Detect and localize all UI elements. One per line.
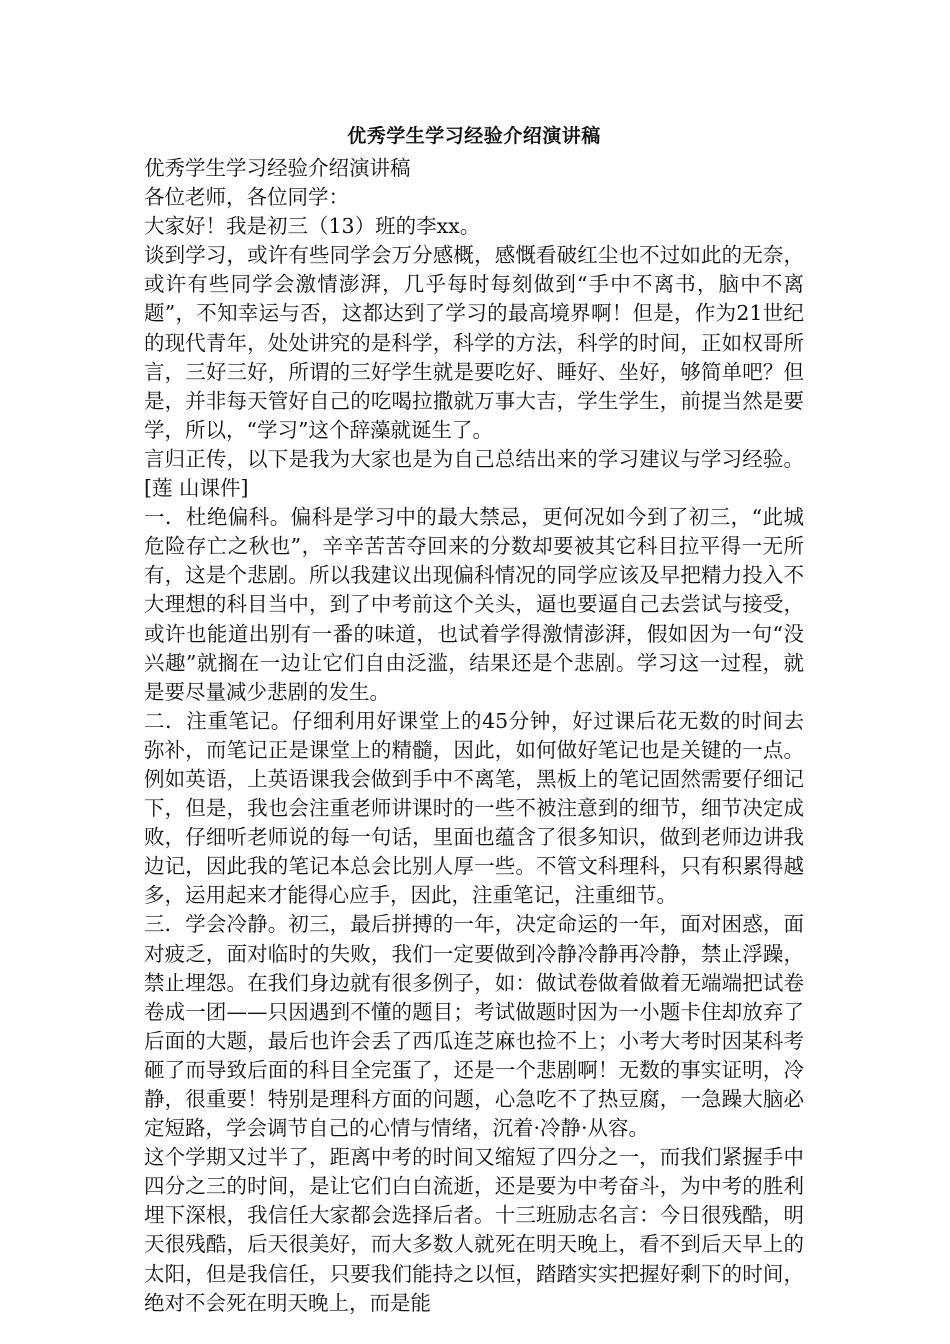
paragraph-intro: 谈到学习，或许有些同学会万分感概，感慨看破红尘也不过如此的无奈，或许有些同学会激情澎湃，几乎每时每刻做到“手中不离书，脑中不离题”，不知幸运与否，这都达到了学习的最高境界啊！但是，作为21世纪的现代青年，处处讲究的是科学，科学的方法，科学的时间，正如权哥所言，三好三好，所谓的三好学生就是要吃好、睡好、坐好，够简单吧？但是，并非每天管好自己的吃喝拉撒就万事大吉，学生学生，前提当然是要学，所以，“学习”这个辞藻就诞生了。 <box>144 243 804 442</box>
paragraph-point-one: 一．杜绝偏科。偏科是学习中的最大禁忌，更何况如今到了初三，“此城危险存亡之秋也”，辛辛苦苦夺回来的分数却要被其它科目拉平得一无所有，这是个悲剧。所以我建议出现偏科情况的同学应该及早把精力投入不大理想的科目当中，到了中考前这个关头，逼也要逼自己去尝试与接受，或许也能道出别有一番的味道，也试着学得激情澎湃，假如因为一句“没兴趣”就搁在一边让它们自由泛滥，结果还是个悲剧。学习这一过程，就是要尽量减少悲剧的发生。 <box>144 505 804 704</box>
paragraph-salutation: 各位老师，各位同学： <box>144 185 349 210</box>
paragraph-greeting: 大家好！我是初三（13）班的李xx。 <box>144 214 481 239</box>
document-body <box>144 118 804 1318</box>
paragraph-heading: 优秀学生学习经验介绍演讲稿 <box>144 156 411 180</box>
paragraph-transition: 言归正传，以下是我为大家也是为自己总结出来的学习建议与学习经验。[莲 山课件] <box>144 446 804 501</box>
document-title: 优秀学生学习经验介绍演讲稿 <box>347 125 601 147</box>
paragraph-point-three: 三．学会冷静。初三，最后拼搏的一年，决定命运的一年，面对困惑，面对疲乏，面对临时的失败，我们一定要做到冷静冷静再冷静，禁止浮躁，禁止埋怨。在我们身边就有很多例子，如：做试卷做着做着无端端把试卷卷成一团——只因遇到不懂的题目；考试做题时因为一小题卡住却放弃了后面的大题，最后也许会丢了西瓜连芝麻也捡不上；小考大考时因某科考砸了而导致后面的科目全完蛋了，还是一个悲剧啊！无数的事实证明，冷静，很重要！特别是理科方面的问题，心急吃不了热豆腐，一急躁大脑必定短路，学会调节自己的心情与情绪，沉着·冷静·从容。 <box>144 912 804 1141</box>
paragraph-point-two: 二．注重笔记。仔细利用好课堂上的45分钟，好过课后花无数的时间去弥补，而笔记正是课堂上的精髓，因此，如何做好笔记也是关键的一点。例如英语，上英语课我会做到手中不离笔，黑板上的笔记固然需要仔细记下，但是，我也会注重老师讲课时的一些不被注意到的细节，细节决定成败，仔细听老师说的每一句话，里面也蕴含了很多知识，做到老师边讲我边记，因此我的笔记本总会比别人厚一些。不管文科理科，只有积累得越多，运用起来才能得心应手，因此，注重笔记，注重细节。 <box>144 708 804 908</box>
paragraph-closing: 这个学期又过半了，距离中考的时间又缩短了四分之一，而我们紧握手中四分之三的时间，是让它们白白流逝，还是要为中考奋斗，为中考的胜利埋下深根，我信任大家都会选择后者。十三班励志名言：今日很残酷，明天很残酷，后天很美好，而大多数人就死在明天晚上，看不到后天早上的太阳，但是我信任，只要我们能持之以恒，踏踏实实把握好剩下的时间，绝对不会死在明天晚上，而是能 <box>144 1145 804 1315</box>
